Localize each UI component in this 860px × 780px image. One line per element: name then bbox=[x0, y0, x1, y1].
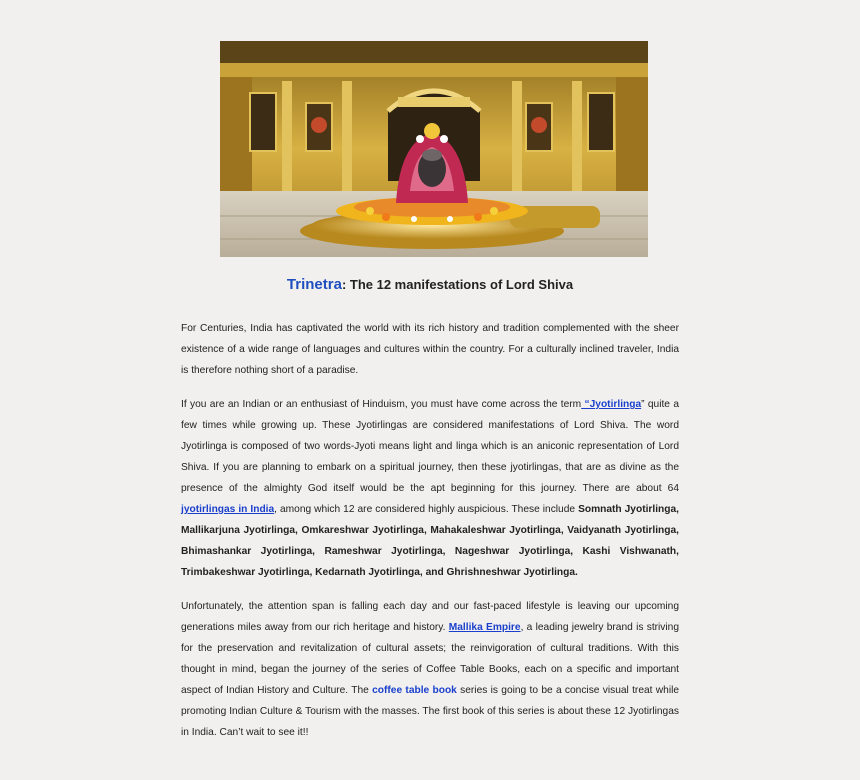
paragraph-text: series is going to be a concise visual treat while promoting Indian Culture & Tourism with the masses. The first book of this series is about these 12 Jyotirlingas in India. Can’t wait to see it!! bbox=[181, 685, 680, 738]
paragraph-text: , among which 12 are considered highly auspicious. These include bbox=[274, 504, 579, 515]
paragraph-text: If you are an Indian or an enthusiast of Hinduism, you must have come across the term bbox=[181, 399, 582, 410]
coffee-table-book-link[interactable]: coffee table book bbox=[372, 685, 457, 696]
paragraph-intro: For Centuries, India has captivated the world with its rich history and tradition complemented with the sheer existence of a wide range of languages and cultures within the country. For a culturally inclined traveler, India is therefore nothing short of a paradise. bbox=[181, 323, 679, 376]
jyotirlingas-in-india-link[interactable]: jyotirlingas in India bbox=[181, 504, 275, 515]
mallika-empire-link[interactable]: Mallika Empire bbox=[448, 622, 521, 633]
paragraph-text: Unfortunately, the attention span is falling each day and our fast-paced lifestyle is leaving our upcoming generations miles away from our rich heritage and history. bbox=[181, 601, 679, 633]
temple-shrine-photo bbox=[220, 41, 648, 257]
title-rest: : The 12 manifestations of Lord Shiva bbox=[341, 277, 574, 292]
page-title bbox=[0, 276, 860, 293]
paragraph-mallika bbox=[181, 596, 679, 743]
jyotirlinga-list: Somnath Jyotirlinga, Mallikarjuna Jyotirlinga, Omkareshwar Jyotirlinga, Mahakaleshwar Jyotirlinga, Vaidyanath Jyotirlinga, Bhimashankar Jyotirlinga, Rameshwar Jyotirlinga, Nageshwar Jyotirlinga, Kashi Vishwanath, Trimbakeshwar Jyotirlinga, Kedarnath Jyotirlinga, and Ghrishneshwar Jyotirlinga. bbox=[181, 504, 679, 578]
paragraph-jyotirlinga bbox=[181, 394, 679, 583]
title-accent: Trinetra bbox=[286, 276, 342, 293]
article-body bbox=[181, 318, 679, 756]
paragraph-text: ” quite a few times while growing up. These Jyotirlingas are considered manifestations of Lord Shiva. The word Jyotirlinga is composed of two words-Jyoti means light and linga which is an aniconic representation of Lord Shiva. If you are planning to embark on a spiritual journey, then these jyotirlingas, that are as divine as the presence of the almighty God itself would be the apt beginning for this journey. There are about 64 bbox=[181, 399, 679, 494]
jyotirlinga-link[interactable]: “Jyotirlinga bbox=[581, 399, 642, 410]
paragraph-text: , a leading jewelry brand is striving for the preservation and revitalization of cultural assets; the reinvigoration of cultural traditions. With this thought in mind, began the journey of the series of Coffee Table Books, each on a specific and important aspect of Indian History and Culture. The bbox=[181, 622, 679, 696]
